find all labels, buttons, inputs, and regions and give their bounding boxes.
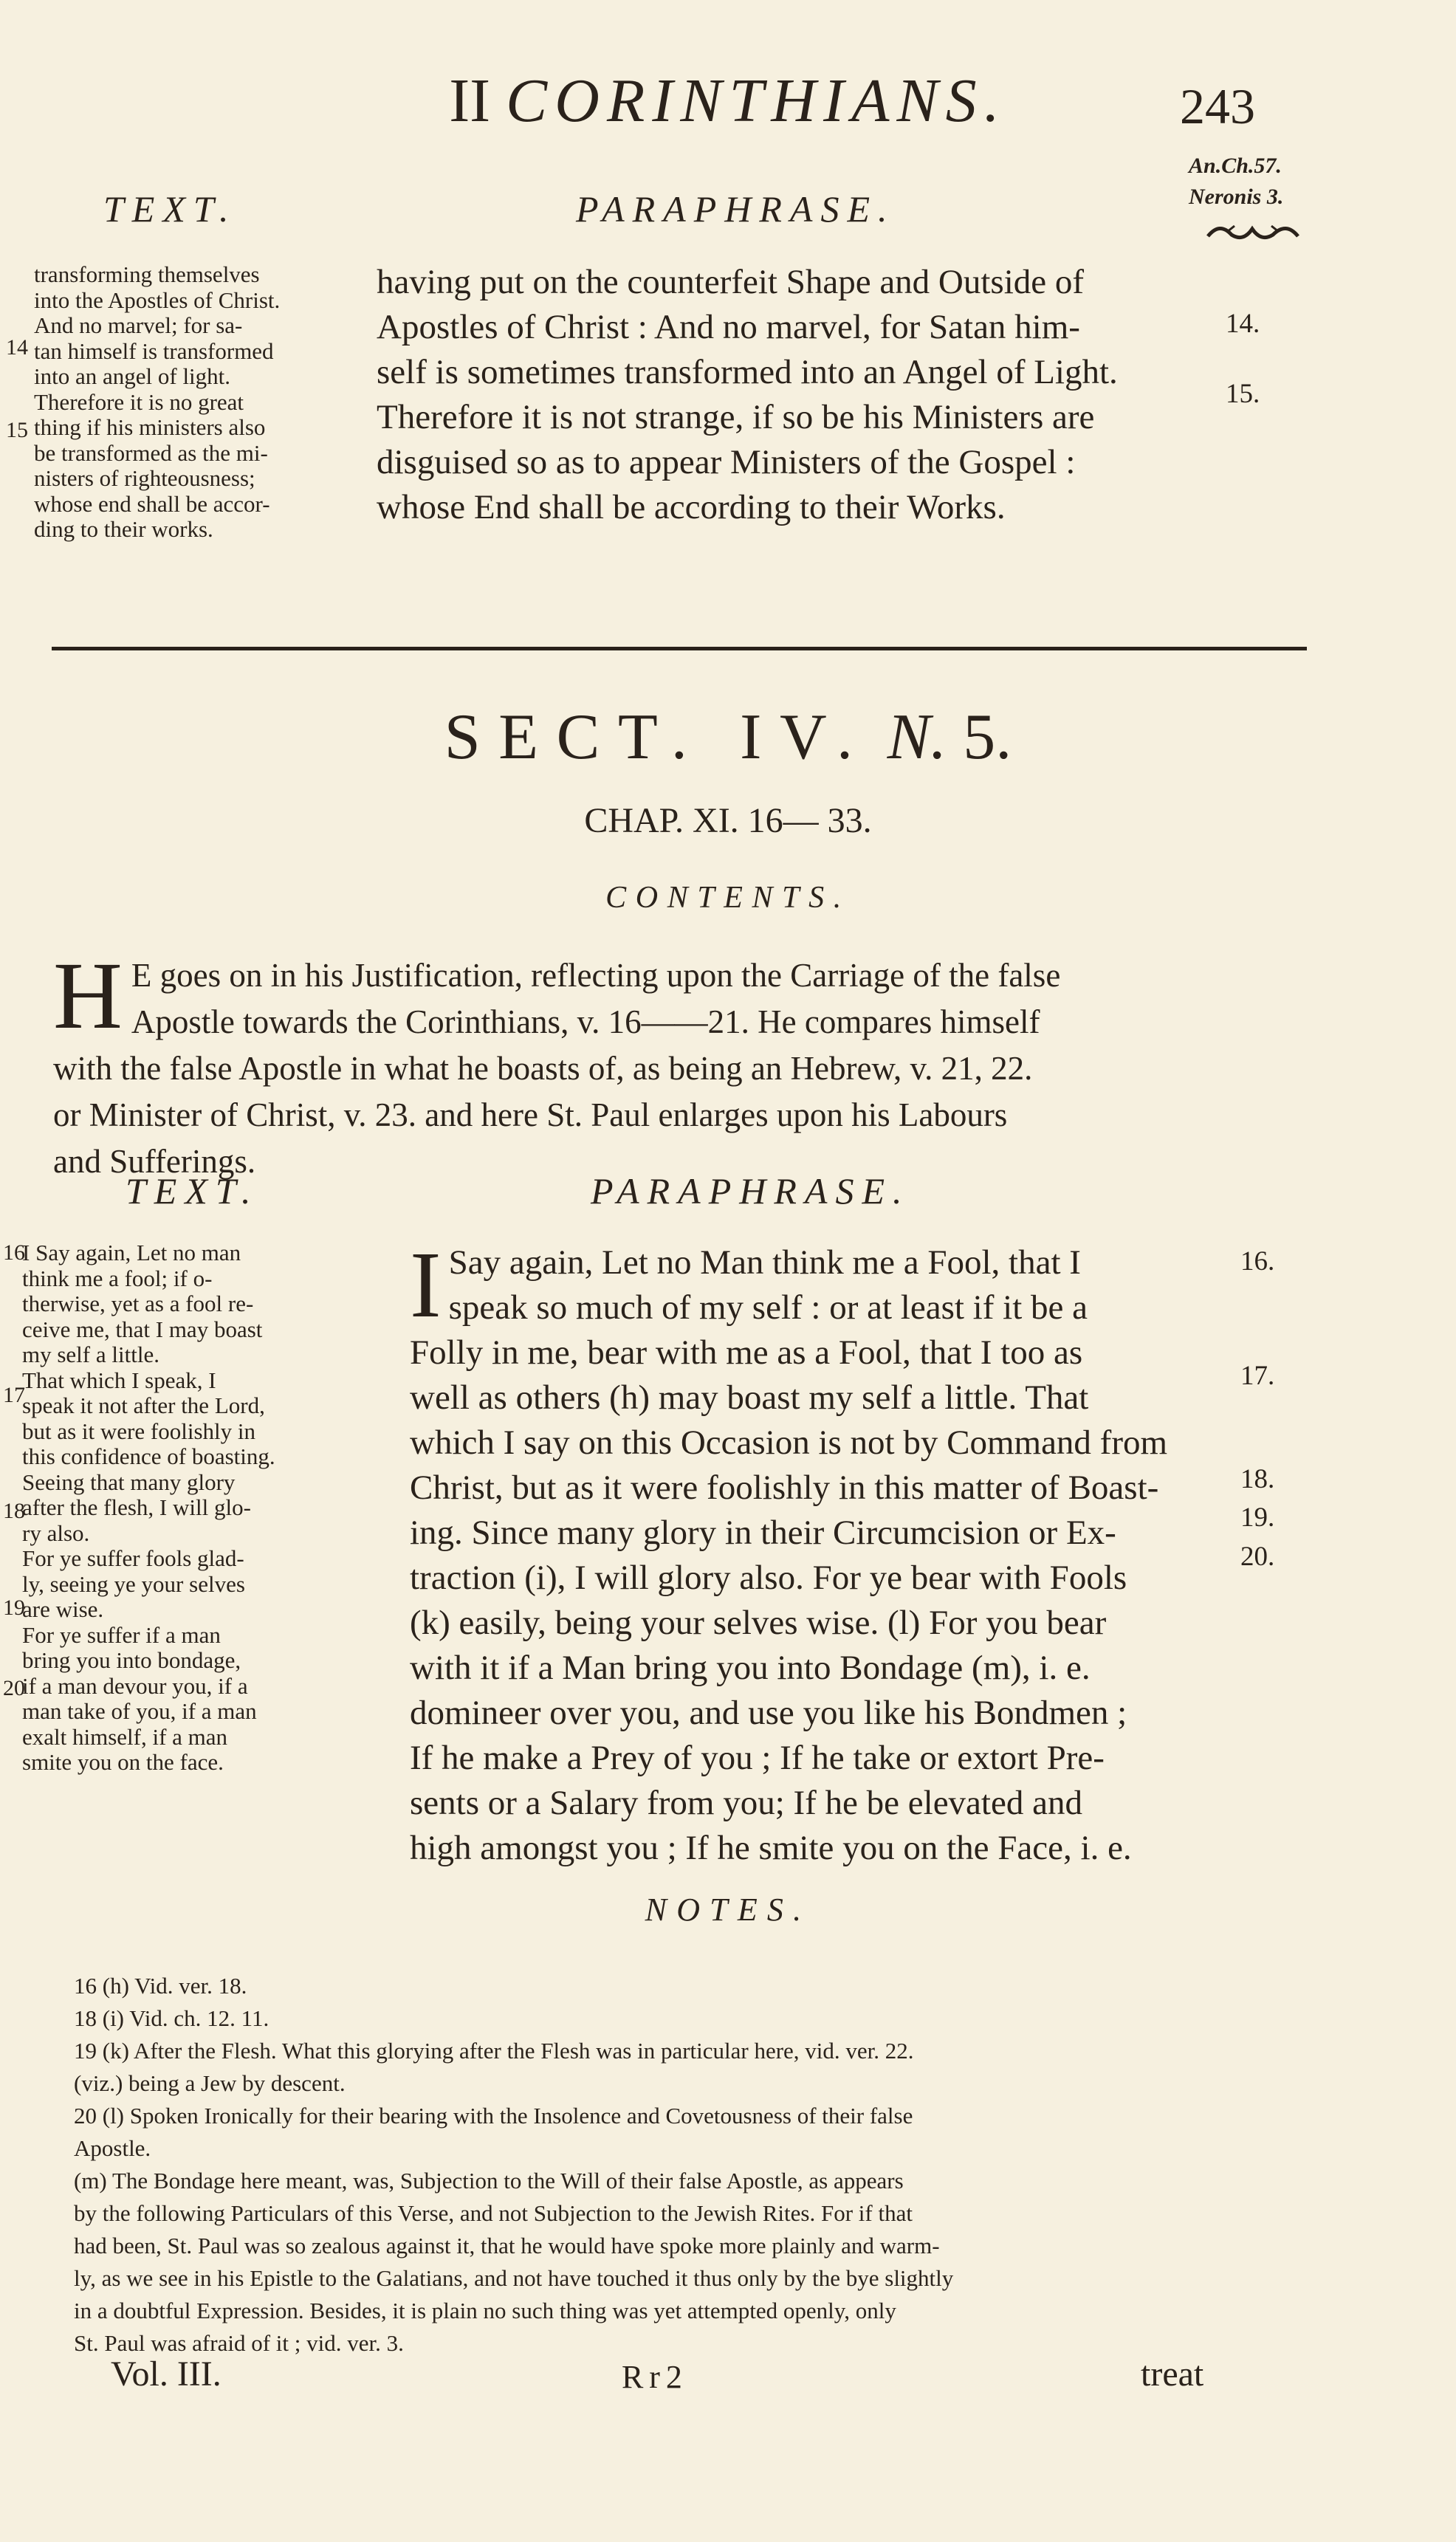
- text-verse-number: 19: [3, 1595, 25, 1620]
- text-line: be transformed as the mi-: [34, 439, 268, 466]
- paraphrase-line: (k) easily, being your selves wise. (l) For you bear: [410, 1604, 1107, 1642]
- paraphrase-line: sents or a Salary from you; If he be elevated and: [410, 1784, 1082, 1822]
- chapter-reference: CHAP. XI. 16— 33.: [584, 801, 872, 840]
- text-line: therwise, yet as a fool re-: [22, 1291, 254, 1316]
- text-column-heading-2: TEXT.: [126, 1170, 259, 1212]
- note-line: (viz.) being a Jew by descent.: [74, 2070, 346, 2096]
- paraphrase-line: speak so much of my self : or at least if it be a: [448, 1288, 1088, 1327]
- paraphrase-line: Folly in me, bear with me as a Fool, that I too as: [410, 1333, 1083, 1372]
- running-title-roman: II: [449, 66, 491, 135]
- text-line: are wise.: [22, 1596, 104, 1622]
- text-line: tan himself is transformed: [34, 337, 274, 364]
- paraphrase-line: Apostles of Christ : And no marvel, for Satan him-: [377, 308, 1080, 346]
- text-line: after the flesh, I will glo-: [22, 1494, 251, 1520]
- paraphrase-line: high amongst you ; If he smite you on the Face, i. e.: [410, 1829, 1132, 1867]
- paraphrase-verse-number: 19.: [1240, 1502, 1275, 1533]
- text-line: man take of you, if a man: [22, 1698, 257, 1724]
- note-line: 16 (h) Vid. ver. 18.: [74, 1973, 247, 1999]
- text-line: exalt himself, if a man: [22, 1723, 228, 1750]
- main-paraphrase-lines: [410, 1232, 1207, 1871]
- section-title: [0, 701, 1456, 773]
- section-title-prefix: SECT. IV.: [444, 701, 871, 773]
- top-paraphrase-column: [377, 260, 1203, 530]
- text-line: That which I speak, I: [22, 1367, 216, 1393]
- section-title-number: 5.: [963, 701, 1012, 773]
- contents-line: with the false Apostle in what he boasts of, as being an Hebrew, v. 21, 22.: [53, 1050, 1033, 1087]
- catchword: treat: [1141, 2354, 1204, 2394]
- paraphrase-line: well as others (h) may boast my self a little. That: [410, 1378, 1089, 1417]
- text-line: whose end shall be accor-: [34, 490, 270, 517]
- note-line: by the following Particulars of this Verse, and not Subjection to the Jewish Rites. For if that: [74, 2200, 913, 2226]
- ornament-flourish-icon: [1205, 219, 1301, 244]
- note-line: St. Paul was afraid of it ; vid. ver. 3.: [74, 2330, 404, 2356]
- main-paraphrase-column: [410, 1232, 1207, 1871]
- text-line: speak it not after the Lord,: [22, 1392, 265, 1418]
- volume-label: Vol. III.: [111, 2354, 222, 2394]
- paraphrase-line: Say again, Let no Man think me a Fool, that I: [448, 1243, 1081, 1282]
- text-line: I Say again, Let no man: [22, 1240, 241, 1265]
- top-text-column: [34, 262, 385, 543]
- text-line: transforming themselves: [34, 261, 260, 287]
- section-divider-rule: [52, 647, 1307, 650]
- text-line: For ye suffer fools glad-: [22, 1545, 244, 1571]
- note-line: Apostle.: [74, 2135, 151, 2161]
- text-line: ceive me, that I may boast: [22, 1316, 263, 1342]
- contents-drop-initial: H: [53, 943, 123, 1049]
- paraphrase-verse-number: 17.: [1240, 1361, 1275, 1391]
- paraphrase-column-heading: PARAPHRASE.: [576, 188, 896, 230]
- notes-heading: NOTES.: [645, 1892, 811, 1928]
- text-verse-number: 18: [3, 1499, 25, 1523]
- text-line: nisters of righteousness;: [34, 465, 255, 491]
- text-line: bring you into bondage,: [22, 1647, 241, 1673]
- running-title-book: CORINTHIANS.: [506, 66, 1007, 135]
- page-number: 243: [1180, 78, 1255, 134]
- signature-mark: Rr2: [622, 2359, 688, 2395]
- text-line: think me a fool; if o-: [22, 1265, 213, 1291]
- note-line: had been, St. Paul was so zealous against it, that he would have spoke more plainly and warm-: [74, 2233, 940, 2258]
- paraphrase-verse-number: 20.: [1240, 1542, 1275, 1572]
- contents-line: E goes on in his Justification, reflecting upon the Carriage of the false: [131, 957, 1061, 994]
- notes-block: [74, 1970, 1329, 2360]
- contents-line: and Sufferings.: [53, 1143, 256, 1180]
- margin-date-reign: Neronis 3.: [1189, 185, 1284, 209]
- text-line: ding to their works.: [34, 516, 213, 542]
- contents-line: Apostle towards the Corinthians, v. 16——21. He compares himself: [131, 1003, 1040, 1040]
- text-line: into the Apostles of Christ.: [34, 286, 281, 313]
- text-line: this confidence of boasting.: [22, 1443, 275, 1469]
- text-column-heading: TEXT.: [103, 188, 237, 230]
- note-line: 20 (l) Spoken Ironically for their bearing with the Insolence and Covetousness of their false: [74, 2103, 913, 2129]
- paraphrase-verse-number: 14.: [1226, 309, 1260, 339]
- text-verse-number: 16: [3, 1240, 25, 1265]
- text-verse-number: 20: [3, 1676, 25, 1700]
- section-title-n: N.: [887, 701, 947, 773]
- note-line: 18 (i) Vid. ch. 12. 11.: [74, 2005, 269, 2031]
- text-line: For ye suffer if a man: [22, 1621, 221, 1648]
- text-line: my self a little.: [22, 1342, 159, 1367]
- paraphrase-verse-number: 16.: [1240, 1246, 1275, 1277]
- paraphrase-line: Christ, but as it were foolishly in this matter of Boast-: [410, 1468, 1159, 1507]
- text-line: ly, seeing ye your selves: [22, 1570, 245, 1597]
- paraphrase-line: self is sometimes transformed into an Angel of Light.: [377, 353, 1118, 391]
- margin-date-year: An.Ch.57.: [1189, 154, 1282, 178]
- note-line: ly, as we see in his Epistle to the Galatians, and not have touched it thus only by the bye slightly: [74, 2265, 954, 2291]
- note-line: (m) The Bondage here meant, was, Subjection to the Will of their false Apostle, as appears: [74, 2168, 904, 2194]
- text-line: ry also.: [22, 1519, 90, 1546]
- contents-paragraph: [53, 943, 1249, 1185]
- contents-line: or Minister of Christ, v. 23. and here St. Paul enlarges upon his Labours: [53, 1096, 1008, 1133]
- text-line: smite you on the face.: [22, 1749, 224, 1775]
- contents-heading: CONTENTS.: [605, 881, 851, 915]
- text-line: Therefore it is no great: [34, 388, 244, 415]
- text-line: if a man devour you, if a: [22, 1672, 248, 1699]
- paraphrase-line: whose End shall be according to their Works.: [377, 488, 1006, 526]
- contents-lines: [53, 943, 1249, 1185]
- paraphrase-column-heading-2: PARAPHRASE.: [591, 1170, 910, 1212]
- paraphrase-line: which I say on this Occasion is not by Command from: [410, 1423, 1168, 1462]
- paraphrase-drop-initial: I: [410, 1232, 442, 1337]
- paraphrase-verse-number: 15.: [1226, 379, 1260, 409]
- text-verse-number: 15: [6, 418, 28, 442]
- text-verse-number: 17: [3, 1383, 25, 1407]
- note-line: 19 (k) After the Flesh. What this glorying after the Flesh was in particular here, vid. ver. 22.: [74, 2038, 914, 2064]
- paraphrase-line: If he make a Prey of you ; If he take or extort Pre-: [410, 1739, 1105, 1777]
- paraphrase-line: domineer over you, and use you like his Bondmen ;: [410, 1694, 1127, 1732]
- paraphrase-line: having put on the counterfeit Shape and Outside of: [377, 263, 1085, 301]
- paraphrase-line: traction (i), I will glory also. For ye bear with Fools: [410, 1559, 1127, 1597]
- paraphrase-line: Therefore it is not strange, if so be his Ministers are: [377, 398, 1095, 436]
- main-text-column: [22, 1240, 391, 1776]
- paraphrase-verse-number: 18.: [1240, 1464, 1275, 1494]
- text-line: And no marvel; for sa-: [34, 312, 243, 338]
- text-verse-number: 14: [6, 335, 28, 360]
- text-line: thing if his ministers also: [34, 414, 266, 440]
- paraphrase-line: ing. Since many glory in their Circumcision or Ex-: [410, 1514, 1116, 1552]
- paraphrase-line: with it if a Man bring you into Bondage (m), i. e.: [410, 1649, 1091, 1687]
- text-line: into an angel of light.: [34, 363, 231, 389]
- note-line: in a doubtful Expression. Besides, it is plain no such thing was yet attempted openly, only: [74, 2298, 896, 2323]
- text-line: but as it were foolishly in: [22, 1418, 255, 1444]
- paraphrase-line: disguised so as to appear Ministers of the Gospel :: [377, 443, 1076, 481]
- text-line: Seeing that many glory: [22, 1468, 236, 1495]
